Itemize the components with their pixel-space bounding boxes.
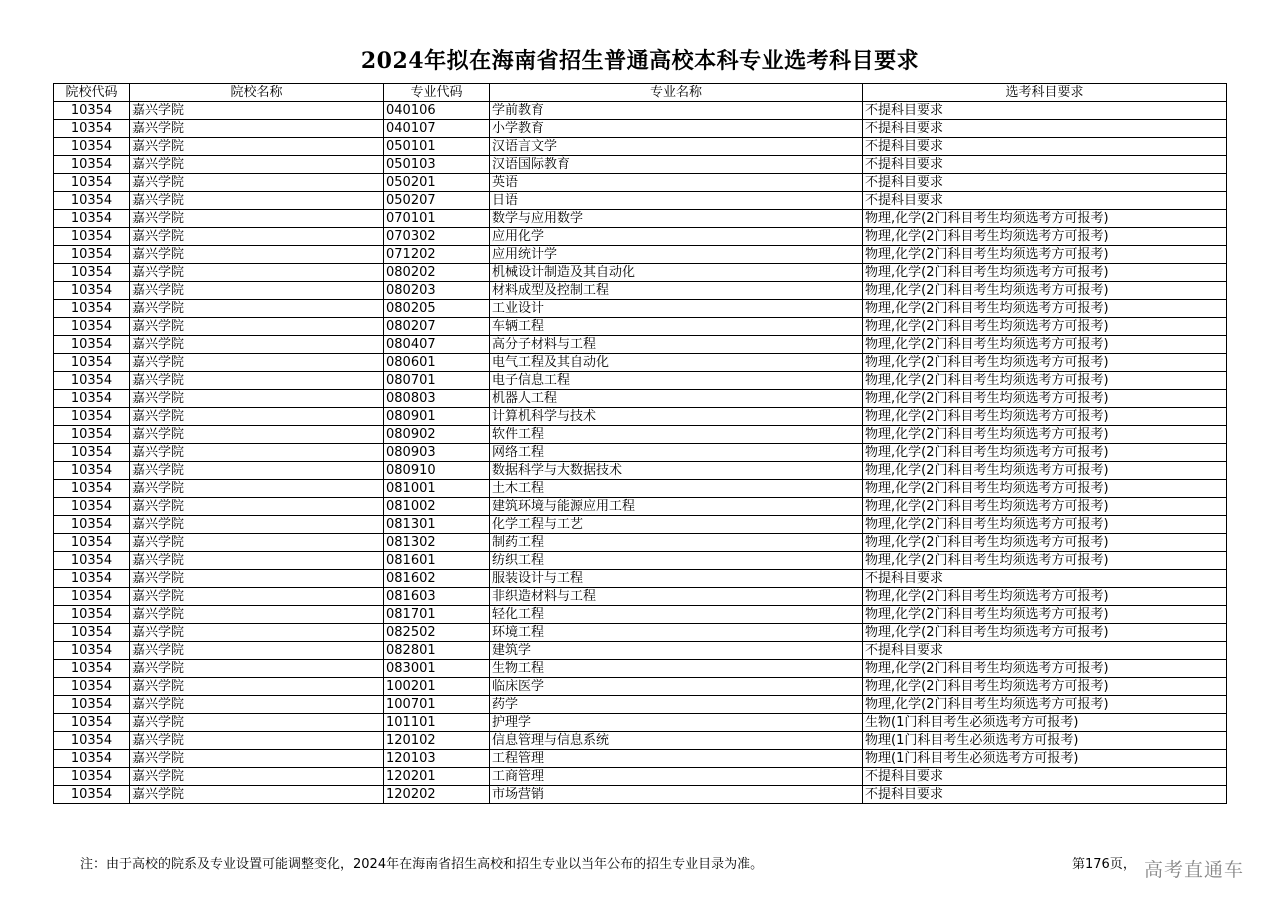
major-code-cell: 081002 bbox=[384, 498, 490, 516]
school-name-cell: 嘉兴学院 bbox=[130, 156, 384, 174]
table-row bbox=[54, 102, 1227, 120]
major-name-cell: 信息管理与信息系统 bbox=[490, 732, 863, 750]
school-code-cell: 10354 bbox=[54, 516, 130, 534]
school-code-cell: 10354 bbox=[54, 300, 130, 318]
school-name-cell: 嘉兴学院 bbox=[130, 354, 384, 372]
major-code-cell: 050103 bbox=[384, 156, 490, 174]
requirement-cell: 不提科目要求 bbox=[863, 156, 1227, 174]
major-name-cell: 制药工程 bbox=[490, 534, 863, 552]
table-row bbox=[54, 642, 1227, 660]
major-code-cell: 081001 bbox=[384, 480, 490, 498]
school-code-cell: 10354 bbox=[54, 282, 130, 300]
school-name-cell: 嘉兴学院 bbox=[130, 480, 384, 498]
requirement-cell: 不提科目要求 bbox=[863, 120, 1227, 138]
table-body bbox=[54, 102, 1227, 804]
school-code-cell: 10354 bbox=[54, 228, 130, 246]
school-code-cell: 10354 bbox=[54, 174, 130, 192]
school-name-cell: 嘉兴学院 bbox=[130, 606, 384, 624]
school-name-cell: 嘉兴学院 bbox=[130, 318, 384, 336]
school-code-cell: 10354 bbox=[54, 714, 130, 732]
school-code-cell: 10354 bbox=[54, 354, 130, 372]
table-row bbox=[54, 300, 1227, 318]
major-code-cell: 040106 bbox=[384, 102, 490, 120]
requirement-cell: 不提科目要求 bbox=[863, 102, 1227, 120]
page-number: 第176页， bbox=[1072, 857, 1136, 872]
school-name-cell: 嘉兴学院 bbox=[130, 228, 384, 246]
table-row bbox=[54, 228, 1227, 246]
requirement-cell: 不提科目要求 bbox=[863, 174, 1227, 192]
requirement-cell: 物理,化学(2门科目考生均须选考方可报考) bbox=[863, 552, 1227, 570]
major-name-cell: 环境工程 bbox=[490, 624, 863, 642]
table-row bbox=[54, 426, 1227, 444]
school-name-cell: 嘉兴学院 bbox=[130, 462, 384, 480]
table-row bbox=[54, 444, 1227, 462]
school-name-cell: 嘉兴学院 bbox=[130, 516, 384, 534]
table-row bbox=[54, 678, 1227, 696]
major-name-cell: 工商管理 bbox=[490, 768, 863, 786]
requirement-cell: 物理,化学(2门科目考生均须选考方可报考) bbox=[863, 660, 1227, 678]
school-code-cell: 10354 bbox=[54, 426, 130, 444]
major-name-cell: 应用统计学 bbox=[490, 246, 863, 264]
requirement-cell: 物理,化学(2门科目考生均须选考方可报考) bbox=[863, 354, 1227, 372]
requirement-cell: 物理,化学(2门科目考生均须选考方可报考) bbox=[863, 372, 1227, 390]
major-name-cell: 高分子材料与工程 bbox=[490, 336, 863, 354]
table-row bbox=[54, 660, 1227, 678]
school-code-cell: 10354 bbox=[54, 696, 130, 714]
major-code-cell: 050207 bbox=[384, 192, 490, 210]
requirement-cell: 物理,化学(2门科目考生均须选考方可报考) bbox=[863, 588, 1227, 606]
major-name-cell: 电气工程及其自动化 bbox=[490, 354, 863, 372]
school-name-cell: 嘉兴学院 bbox=[130, 714, 384, 732]
major-name-cell: 药学 bbox=[490, 696, 863, 714]
school-name-cell: 嘉兴学院 bbox=[130, 642, 384, 660]
major-code-cell: 080903 bbox=[384, 444, 490, 462]
school-code-cell: 10354 bbox=[54, 534, 130, 552]
major-name-cell: 材料成型及控制工程 bbox=[490, 282, 863, 300]
major-code-cell: 081603 bbox=[384, 588, 490, 606]
school-code-cell: 10354 bbox=[54, 372, 130, 390]
school-name-cell: 嘉兴学院 bbox=[130, 624, 384, 642]
table-row bbox=[54, 498, 1227, 516]
requirement-cell: 物理(1门科目考生必须选考方可报考) bbox=[863, 750, 1227, 768]
school-name-cell: 嘉兴学院 bbox=[130, 246, 384, 264]
school-code-cell: 10354 bbox=[54, 264, 130, 282]
requirement-cell: 物理,化学(2门科目考生均须选考方可报考) bbox=[863, 498, 1227, 516]
table-row bbox=[54, 408, 1227, 426]
requirement-cell: 物理,化学(2门科目考生均须选考方可报考) bbox=[863, 516, 1227, 534]
major-name-cell: 纺织工程 bbox=[490, 552, 863, 570]
requirement-cell: 物理(1门科目考生必须选考方可报考) bbox=[863, 732, 1227, 750]
requirement-cell: 物理,化学(2门科目考生均须选考方可报考) bbox=[863, 300, 1227, 318]
school-code-cell: 10354 bbox=[54, 120, 130, 138]
table-row bbox=[54, 696, 1227, 714]
school-code-cell: 10354 bbox=[54, 642, 130, 660]
watermark-text: 高考直通车 bbox=[1144, 859, 1245, 881]
major-name-cell: 机械设计制造及其自动化 bbox=[490, 264, 863, 282]
school-code-cell: 10354 bbox=[54, 768, 130, 786]
table-row bbox=[54, 120, 1227, 138]
major-code-cell: 120103 bbox=[384, 750, 490, 768]
major-code-cell: 070101 bbox=[384, 210, 490, 228]
column-header: 院校名称 bbox=[130, 84, 384, 102]
school-name-cell: 嘉兴学院 bbox=[130, 570, 384, 588]
major-code-cell: 080902 bbox=[384, 426, 490, 444]
major-name-cell: 服装设计与工程 bbox=[490, 570, 863, 588]
school-name-cell: 嘉兴学院 bbox=[130, 678, 384, 696]
school-code-cell: 10354 bbox=[54, 462, 130, 480]
major-code-cell: 080910 bbox=[384, 462, 490, 480]
requirement-cell: 物理,化学(2门科目考生均须选考方可报考) bbox=[863, 534, 1227, 552]
major-name-cell: 计算机科学与技术 bbox=[490, 408, 863, 426]
requirement-cell: 物理,化学(2门科目考生均须选考方可报考) bbox=[863, 336, 1227, 354]
school-code-cell: 10354 bbox=[54, 408, 130, 426]
school-name-cell: 嘉兴学院 bbox=[130, 102, 384, 120]
table-row bbox=[54, 552, 1227, 570]
requirement-cell: 不提科目要求 bbox=[863, 768, 1227, 786]
major-code-cell: 083001 bbox=[384, 660, 490, 678]
major-code-cell: 120102 bbox=[384, 732, 490, 750]
major-name-cell: 学前教育 bbox=[490, 102, 863, 120]
major-code-cell: 080207 bbox=[384, 318, 490, 336]
major-name-cell: 临床医学 bbox=[490, 678, 863, 696]
requirement-cell: 物理,化学(2门科目考生均须选考方可报考) bbox=[863, 390, 1227, 408]
school-name-cell: 嘉兴学院 bbox=[130, 138, 384, 156]
requirements-table bbox=[53, 83, 1227, 804]
column-header: 选考科目要求 bbox=[863, 84, 1227, 102]
major-code-cell: 071202 bbox=[384, 246, 490, 264]
major-name-cell: 非织造材料与工程 bbox=[490, 588, 863, 606]
school-code-cell: 10354 bbox=[54, 660, 130, 678]
major-name-cell: 生物工程 bbox=[490, 660, 863, 678]
requirement-cell: 生物(1门科目考生必须选考方可报考) bbox=[863, 714, 1227, 732]
major-name-cell: 轻化工程 bbox=[490, 606, 863, 624]
school-code-cell: 10354 bbox=[54, 246, 130, 264]
table-row bbox=[54, 318, 1227, 336]
school-name-cell: 嘉兴学院 bbox=[130, 336, 384, 354]
major-name-cell: 数据科学与大数据技术 bbox=[490, 462, 863, 480]
major-code-cell: 101101 bbox=[384, 714, 490, 732]
requirement-cell: 物理,化学(2门科目考生均须选考方可报考) bbox=[863, 444, 1227, 462]
school-name-cell: 嘉兴学院 bbox=[130, 552, 384, 570]
school-code-cell: 10354 bbox=[54, 480, 130, 498]
requirement-cell: 物理,化学(2门科目考生均须选考方可报考) bbox=[863, 318, 1227, 336]
major-code-cell: 050201 bbox=[384, 174, 490, 192]
school-name-cell: 嘉兴学院 bbox=[130, 210, 384, 228]
requirement-cell: 物理,化学(2门科目考生均须选考方可报考) bbox=[863, 462, 1227, 480]
school-name-cell: 嘉兴学院 bbox=[130, 696, 384, 714]
table-row bbox=[54, 714, 1227, 732]
requirement-cell: 物理,化学(2门科目考生均须选考方可报考) bbox=[863, 606, 1227, 624]
requirement-cell: 物理,化学(2门科目考生均须选考方可报考) bbox=[863, 408, 1227, 426]
major-code-cell: 081301 bbox=[384, 516, 490, 534]
school-name-cell: 嘉兴学院 bbox=[130, 444, 384, 462]
table-row bbox=[54, 354, 1227, 372]
table-row bbox=[54, 534, 1227, 552]
table-row bbox=[54, 246, 1227, 264]
major-code-cell: 100701 bbox=[384, 696, 490, 714]
major-code-cell: 081302 bbox=[384, 534, 490, 552]
requirement-cell: 不提科目要求 bbox=[863, 570, 1227, 588]
major-name-cell: 市场营销 bbox=[490, 786, 863, 804]
school-code-cell: 10354 bbox=[54, 732, 130, 750]
school-code-cell: 10354 bbox=[54, 444, 130, 462]
school-name-cell: 嘉兴学院 bbox=[130, 750, 384, 768]
table-row bbox=[54, 372, 1227, 390]
school-name-cell: 嘉兴学院 bbox=[130, 588, 384, 606]
school-name-cell: 嘉兴学院 bbox=[130, 768, 384, 786]
school-code-cell: 10354 bbox=[54, 192, 130, 210]
table-row bbox=[54, 156, 1227, 174]
major-code-cell: 080901 bbox=[384, 408, 490, 426]
school-code-cell: 10354 bbox=[54, 678, 130, 696]
requirement-cell: 物理,化学(2门科目考生均须选考方可报考) bbox=[863, 228, 1227, 246]
column-header: 专业代码 bbox=[384, 84, 490, 102]
column-header: 院校代码 bbox=[54, 84, 130, 102]
major-name-cell: 英语 bbox=[490, 174, 863, 192]
requirement-cell: 物理,化学(2门科目考生均须选考方可报考) bbox=[863, 246, 1227, 264]
requirement-cell: 物理,化学(2门科目考生均须选考方可报考) bbox=[863, 282, 1227, 300]
page-title: 2024年拟在海南省招生普通高校本科专业选考科目要求 bbox=[360, 48, 920, 74]
major-code-cell: 080203 bbox=[384, 282, 490, 300]
school-name-cell: 嘉兴学院 bbox=[130, 732, 384, 750]
major-name-cell: 日语 bbox=[490, 192, 863, 210]
school-name-cell: 嘉兴学院 bbox=[130, 174, 384, 192]
major-code-cell: 080701 bbox=[384, 372, 490, 390]
requirement-cell: 不提科目要求 bbox=[863, 786, 1227, 804]
school-name-cell: 嘉兴学院 bbox=[130, 264, 384, 282]
requirement-cell: 物理,化学(2门科目考生均须选考方可报考) bbox=[863, 624, 1227, 642]
major-code-cell: 120201 bbox=[384, 768, 490, 786]
school-name-cell: 嘉兴学院 bbox=[130, 408, 384, 426]
major-name-cell: 机器人工程 bbox=[490, 390, 863, 408]
major-name-cell: 工业设计 bbox=[490, 300, 863, 318]
table-row bbox=[54, 138, 1227, 156]
table-row bbox=[54, 606, 1227, 624]
column-header: 专业名称 bbox=[490, 84, 863, 102]
table-row bbox=[54, 570, 1227, 588]
major-code-cell: 070302 bbox=[384, 228, 490, 246]
major-name-cell: 车辆工程 bbox=[490, 318, 863, 336]
major-name-cell: 汉语国际教育 bbox=[490, 156, 863, 174]
major-code-cell: 100201 bbox=[384, 678, 490, 696]
school-code-cell: 10354 bbox=[54, 318, 130, 336]
table-row bbox=[54, 480, 1227, 498]
table-row bbox=[54, 750, 1227, 768]
school-code-cell: 10354 bbox=[54, 786, 130, 804]
school-code-cell: 10354 bbox=[54, 210, 130, 228]
table-header-row bbox=[54, 84, 1227, 102]
major-code-cell: 050101 bbox=[384, 138, 490, 156]
major-code-cell: 080803 bbox=[384, 390, 490, 408]
major-name-cell: 建筑环境与能源应用工程 bbox=[490, 498, 863, 516]
school-code-cell: 10354 bbox=[54, 606, 130, 624]
major-name-cell: 汉语言文学 bbox=[490, 138, 863, 156]
school-code-cell: 10354 bbox=[54, 570, 130, 588]
school-code-cell: 10354 bbox=[54, 498, 130, 516]
school-name-cell: 嘉兴学院 bbox=[130, 786, 384, 804]
table-row bbox=[54, 336, 1227, 354]
requirement-cell: 物理,化学(2门科目考生均须选考方可报考) bbox=[863, 426, 1227, 444]
table-row bbox=[54, 462, 1227, 480]
table-row bbox=[54, 192, 1227, 210]
major-name-cell: 工程管理 bbox=[490, 750, 863, 768]
school-name-cell: 嘉兴学院 bbox=[130, 120, 384, 138]
school-name-cell: 嘉兴学院 bbox=[130, 390, 384, 408]
table-row bbox=[54, 588, 1227, 606]
major-name-cell: 网络工程 bbox=[490, 444, 863, 462]
requirement-cell: 不提科目要求 bbox=[863, 138, 1227, 156]
major-name-cell: 建筑学 bbox=[490, 642, 863, 660]
major-code-cell: 080601 bbox=[384, 354, 490, 372]
major-name-cell: 化学工程与工艺 bbox=[490, 516, 863, 534]
table-row bbox=[54, 264, 1227, 282]
school-name-cell: 嘉兴学院 bbox=[130, 192, 384, 210]
school-name-cell: 嘉兴学院 bbox=[130, 372, 384, 390]
school-code-cell: 10354 bbox=[54, 552, 130, 570]
table-row bbox=[54, 624, 1227, 642]
major-code-cell: 081601 bbox=[384, 552, 490, 570]
major-code-cell: 081701 bbox=[384, 606, 490, 624]
table-row bbox=[54, 282, 1227, 300]
school-name-cell: 嘉兴学院 bbox=[130, 426, 384, 444]
table-row bbox=[54, 786, 1227, 804]
school-name-cell: 嘉兴学院 bbox=[130, 282, 384, 300]
major-name-cell: 数学与应用数学 bbox=[490, 210, 863, 228]
major-name-cell: 软件工程 bbox=[490, 426, 863, 444]
school-code-cell: 10354 bbox=[54, 390, 130, 408]
table-row bbox=[54, 174, 1227, 192]
major-code-cell: 040107 bbox=[384, 120, 490, 138]
major-name-cell: 土木工程 bbox=[490, 480, 863, 498]
major-name-cell: 应用化学 bbox=[490, 228, 863, 246]
school-code-cell: 10354 bbox=[54, 102, 130, 120]
table-row bbox=[54, 390, 1227, 408]
table-row bbox=[54, 516, 1227, 534]
major-code-cell: 120202 bbox=[384, 786, 490, 804]
school-code-cell: 10354 bbox=[54, 336, 130, 354]
major-code-cell: 081602 bbox=[384, 570, 490, 588]
footnote: 注：由于高校的院系及专业设置可能调整变化，2024年在海南省招生高校和招生专业以当年公布的招生专业目录为准。 bbox=[80, 857, 764, 872]
major-code-cell: 080407 bbox=[384, 336, 490, 354]
major-code-cell: 080202 bbox=[384, 264, 490, 282]
requirement-cell: 物理,化学(2门科目考生均须选考方可报考) bbox=[863, 696, 1227, 714]
school-name-cell: 嘉兴学院 bbox=[130, 660, 384, 678]
table-row bbox=[54, 210, 1227, 228]
major-code-cell: 080205 bbox=[384, 300, 490, 318]
school-code-cell: 10354 bbox=[54, 138, 130, 156]
school-name-cell: 嘉兴学院 bbox=[130, 498, 384, 516]
requirement-cell: 不提科目要求 bbox=[863, 642, 1227, 660]
major-code-cell: 082502 bbox=[384, 624, 490, 642]
school-name-cell: 嘉兴学院 bbox=[130, 300, 384, 318]
table-row bbox=[54, 732, 1227, 750]
requirement-cell: 物理,化学(2门科目考生均须选考方可报考) bbox=[863, 480, 1227, 498]
major-name-cell: 电子信息工程 bbox=[490, 372, 863, 390]
requirement-cell: 物理,化学(2门科目考生均须选考方可报考) bbox=[863, 678, 1227, 696]
major-code-cell: 082801 bbox=[384, 642, 490, 660]
requirement-cell: 物理,化学(2门科目考生均须选考方可报考) bbox=[863, 264, 1227, 282]
school-code-cell: 10354 bbox=[54, 750, 130, 768]
school-name-cell: 嘉兴学院 bbox=[130, 534, 384, 552]
requirement-cell: 物理,化学(2门科目考生均须选考方可报考) bbox=[863, 210, 1227, 228]
major-name-cell: 小学教育 bbox=[490, 120, 863, 138]
school-code-cell: 10354 bbox=[54, 588, 130, 606]
requirement-cell: 不提科目要求 bbox=[863, 192, 1227, 210]
major-name-cell: 护理学 bbox=[490, 714, 863, 732]
school-code-cell: 10354 bbox=[54, 156, 130, 174]
school-code-cell: 10354 bbox=[54, 624, 130, 642]
table-row bbox=[54, 768, 1227, 786]
